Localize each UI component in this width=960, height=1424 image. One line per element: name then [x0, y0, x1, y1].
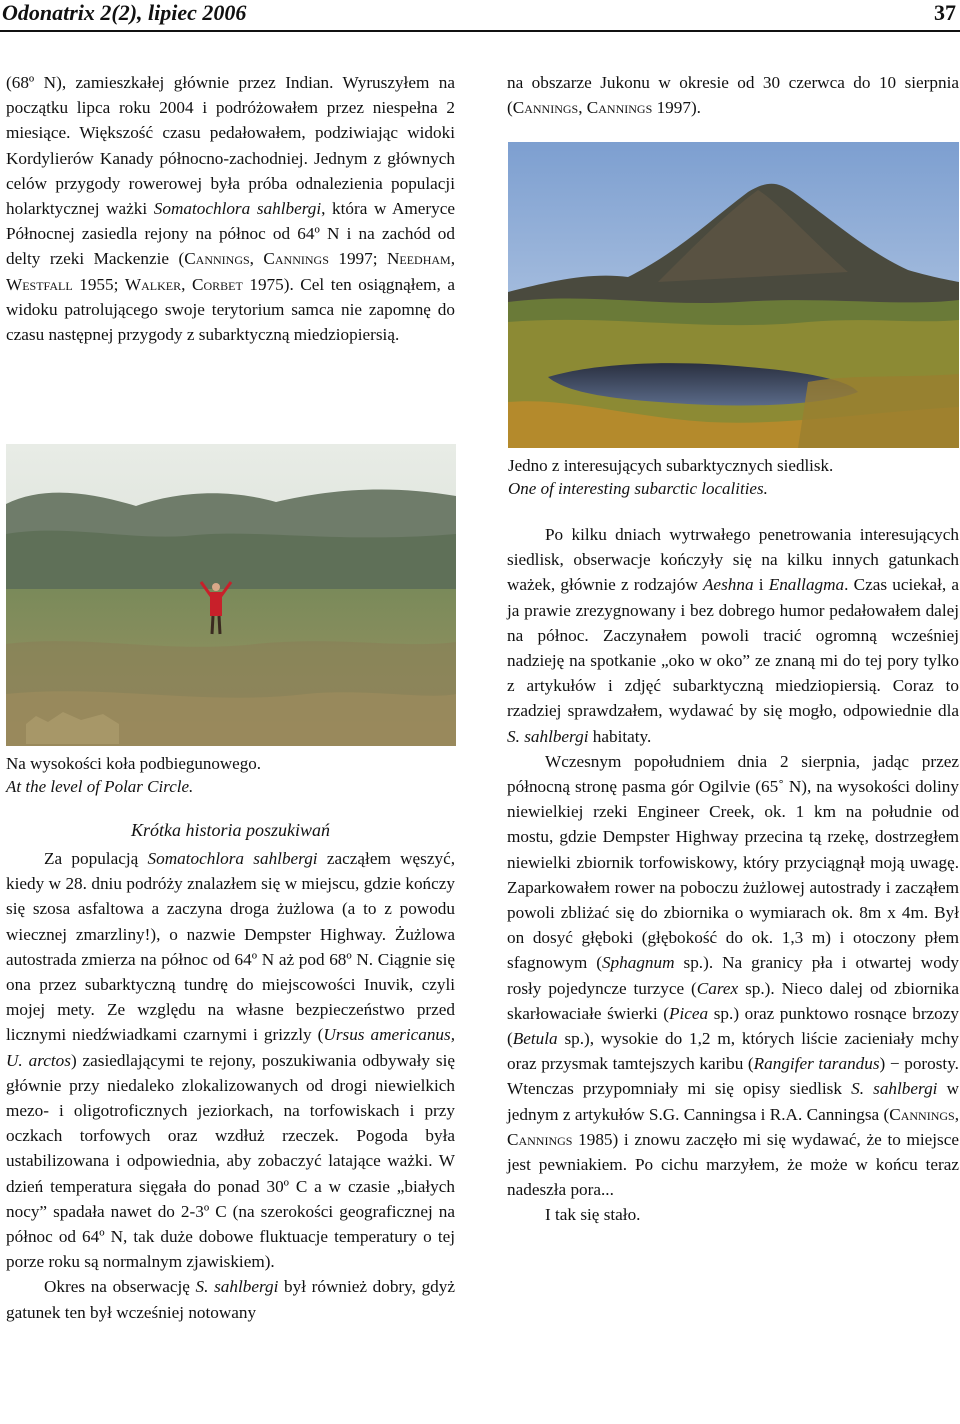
left-column-section-body [6, 846, 455, 1325]
running-header [0, 0, 960, 32]
section-paragraph-1: Za populacją Somatochlora sahlbergi zacząłem węszyć, kiedy w 28. dniu podróży znalazłem się w miejscu, gdzie kończy się szosa asfaltowa a zaczyna droga żużlowa (a to z powodu wiecznej zmarzliny!), o nazwie Dempster Highway. Żużlowa autostrada zmierza na północ od 64º N aż pod 68º N. Ciągnie się ona przez subarktyczną tundrę do miejscowości Inuvik, czyli mojej mety. Ze względu na własne bezpieczeństwo przed licznymi niedźwiadkami czarnymi i grizzly (Ursus americanus, U. arctos) zasiedlającymi te rejony, poszukiwania odbywały się głównie przy niedaleko zlokalizowanych od drogi niewielkich mezo- i oligotroficznych jeziorkach, na torfowiskach i przy oczkach torfowych oraz wzdłuż rzeczek. Pogoda była ustabilizowana i odpowiednia, aby zobaczyć latające ważki. W dzień temperatura sięgała do ponad 30º C a w czasie „białych nocy” spadała nawet do 2-3º C (na szerokości geograficznej na północ od 64º N, tak duże dobowe fluktuacje temperatury o tej porze roku są normalnym zjawiskiem). [6, 849, 455, 1272]
caption-left-en: At the level of Polar Circle. [6, 777, 194, 796]
section-heading: Krótka historia poszukiwań [130, 820, 331, 840]
left-column-intro [6, 70, 455, 347]
right-paragraph-1: Po kilku dniach wytrwałego penetrowania interesujących siedlisk, obserwacje kończyły się na kilku innych gatunkach ważek, głównie z rodzajów Aeshna i Enallagma. Czas uciekał, a ja prawie zrezygnowany i bez dobrego humor pedałowałem dalej na północ. Zaczynałem powoli tracić ogromną wcześniej nadzieję na spotkanie „oko w oko” ze znaną mi do tej pory tylko z artykułów i zdjęć subarktyczną miedziopiersią. Coraz to rzadziej sprawdzałem, wydawać by się mogło, odpowiednie dla S. sahlbergi habitaty. [507, 525, 960, 746]
caption-left-photo [6, 752, 455, 798]
caption-right-pl: Jedno z interesujących subarktycznych siedlisk. [508, 456, 834, 475]
section-paragraph-2: Okres na obserwację S. sahlbergi był również dobry, gdyż gatunek ten był wcześniej notowany [6, 1277, 455, 1322]
caption-left-pl: Na wysokości koła podbiegunowego. [6, 754, 261, 773]
right-intro-paragraph: na obszarze Jukonu w okresie od 30 czerwca do 10 sierpnia (Cannings, Cannings 1997). [507, 73, 959, 118]
caption-right-en: One of interesting subarctic localities. [508, 479, 768, 498]
page-number: 37 [934, 0, 956, 25]
mountain-lake-image [508, 142, 959, 448]
intro-paragraph: (68º N), zamieszkałej głównie przez Indian. Wyruszyłem na początku lipca roku 2004 i podróżowałem przez niespełna 2 miesiące. Większość czasu pedałowałem, podziwiając widoki Kordylierów Kanady północno-zachodniej. Jednym z głównych celów przygody rowerowej była próba odnalezienia populacji holarktycznej ważki Somatochlora sahlbergi, która w Ameryce Północnej zasiedla rejony na północ od 64º N i na zachód od delty rzeki Mackenzie (Cannings, Cannings 1997; Needham, Westfall 1955; Walker, Corbet 1975). Cel ten osiągnąłem, a widoku patrolującego swoje terytorium samca nie zapomnę do czasu następnej przygody z subarktyczną miedziopiersią. [6, 73, 455, 345]
right-paragraph-3: I tak się stało. [545, 1205, 641, 1225]
photo-polar-circle [6, 444, 456, 746]
right-column-intro [507, 70, 959, 120]
caption-right-photo [508, 454, 959, 500]
right-column-body [507, 522, 959, 1228]
journal-title: Odonatrix 2(2), lipiec 2006 [2, 0, 247, 25]
tundra-landscape-image [6, 444, 456, 746]
photo-subarctic-locality [508, 142, 959, 448]
right-paragraph-2: Wczesnym popołudniem dnia 2 sierpnia, jadąc przez północną stronę pasma gór Ogilvie (65˚ N), na wysokości doliny niewielkiej rzeki Engineer Creek, ok. 1 km na południe od mostu, gdzie Dempster Highway przecina tą rzekę, dostrzegłem niewielki zbiornik torfowiskowy, który przyciągnął moją uwagę. Zaparkowałem rower na poboczu żużlowej autostrady i zacząłem powoli zbliżać się do zbiornika o wymiarach ok. 8m x 4m. Był on dosyć głęboki (głębokość do ok. 1,3 m) i otoczony płem sfagnowym (Sphagnum sp.). Na granicy pła i otwartej wody rosły pojedyncze turzyce (Carex sp.). Nieco dalej od zbiornika skarłowaciałe świerki (Picea sp.) oraz punktowo rosnące brzozy (Betula sp.), wysokie do 1,2 m, których liście zacieniały mchy oraz przysmak tamtejszych karibu (Rangifer tarandus) − porosty. Wtenczas przypomniały mi się opisy siedlisk S. sahlbergi w jednym z artykułów S.G. Canningsa i R.A. Canningsa (Cannings, Cannings 1985) i znowu zaczęło mi się wydawać, że to miejsce jest pewniakiem. Po cichu marzyłem, że może w końcu teraz nadeszła pora... [507, 751, 959, 1200]
